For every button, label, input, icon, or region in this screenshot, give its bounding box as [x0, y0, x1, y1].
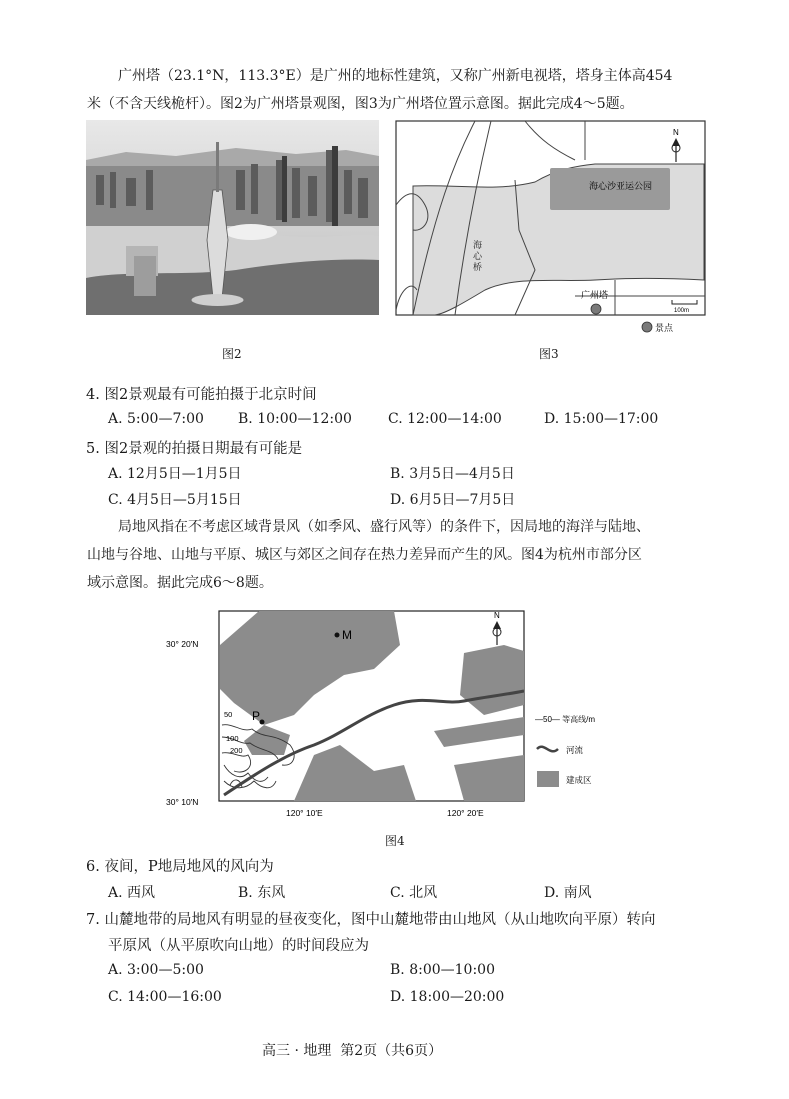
legend-contour-label: —50— 等高线/m: [535, 715, 596, 724]
legend-label: 景点: [655, 323, 674, 333]
q5-option-a: A. 12月5日—1月5日: [108, 466, 242, 482]
question-7-stem-line-2: 平原风（从平原吹向山地）的时间段应为: [108, 938, 369, 954]
q7-option-d: D. 18:00—20:00: [390, 989, 505, 1005]
figure-2-photo: [86, 120, 379, 315]
point-m-marker: [335, 633, 340, 638]
legend-river-label: 河流: [566, 745, 584, 755]
scale-label: 100m: [674, 308, 690, 314]
bridge-label: 海心桥: [473, 240, 483, 272]
legend-river-symbol: [537, 747, 558, 752]
intro2-line-1: 局地风指在不考虑区域背景风（如季风、盛行风等）的条件下，因局地的海洋与陆地、: [118, 519, 650, 535]
lat-bottom-label: 30° 10′N: [166, 797, 199, 807]
q7-option-c: C. 14:00—16:00: [108, 989, 222, 1005]
q4-option-c: C. 12:00—14:00: [388, 411, 502, 427]
contour-label-50: 50: [224, 710, 233, 719]
intro2-line-3: 域示意图。据此完成6～8题。: [87, 575, 273, 591]
north-label: N: [494, 611, 500, 620]
intro-line-1: 广州塔（23.1°N，113.3°E）是广州的地标性建筑，又称广州新电视塔，塔身主体高454: [118, 68, 673, 84]
park-label: 海心沙亚运公园: [589, 181, 653, 191]
legend-builtup-label: 建成区: [566, 775, 592, 785]
intro2-line-2: 山地与谷地、山地与平原、城区与郊区之间存在热力差异而产生的风。图4为杭州市部分区: [87, 547, 642, 563]
q4-option-a: A. 5:00—7:00: [108, 411, 204, 427]
question-6-stem: 6. 夜间，P地局地风的风向为: [86, 859, 274, 875]
q5-option-b: B. 3月5日—4月5日: [390, 466, 515, 482]
tower-marker: [591, 304, 601, 314]
question-4-stem: 4. 图2景观最有可能拍摄于北京时间: [86, 387, 317, 403]
q5-option-d: D. 6月5日—7月5日: [390, 492, 516, 508]
intro-line-2: 米（不含天线桅杆）。图2为广州塔景观图，图3为广州塔位置示意图。据此完成4～5题。: [87, 96, 634, 112]
q6-option-a: A. 西风: [108, 885, 156, 901]
tower-label: 广州塔: [581, 290, 609, 300]
lon-right-label: 120° 20′E: [447, 808, 484, 818]
figure-4-map: [164, 605, 634, 823]
north-label: N: [673, 128, 679, 137]
figure-2-caption: 图2: [222, 347, 242, 361]
figure-4-caption: 图4: [385, 834, 405, 848]
contour-label-100: 100: [226, 734, 239, 743]
q4-option-d: D. 15:00—17:00: [544, 411, 659, 427]
figure-3-map: [395, 120, 707, 342]
canton-tower-photo: [86, 120, 379, 315]
point-p-marker: [260, 720, 265, 725]
figure-3-caption: 图3: [539, 347, 559, 361]
q5-option-c: C. 4月5日—5月15日: [108, 492, 242, 508]
page-footer: 高三 · 地理 第2页（共6页）: [262, 1043, 443, 1059]
q6-option-d: D. 南风: [544, 885, 592, 901]
q6-option-b: B. 东风: [238, 885, 286, 901]
q7-option-a: A. 3:00—5:00: [108, 962, 204, 978]
legend-builtup-symbol: [537, 771, 559, 787]
q7-option-b: B. 8:00—10:00: [390, 962, 495, 978]
question-5-stem: 5. 图2景观的拍摄日期最有可能是: [86, 441, 303, 457]
q4-option-b: B. 10:00—12:00: [238, 411, 352, 427]
q6-option-c: C. 北风: [390, 885, 438, 901]
question-7-stem-line-1: 7. 山麓地带的局地风有明显的昼夜变化，图中山麓地带由山地风（从山地吹向平原）转向: [86, 912, 656, 928]
contour-label-200: 200: [230, 746, 243, 755]
point-p-label: P: [252, 709, 261, 723]
point-m-label: M: [342, 628, 352, 642]
lon-left-label: 120° 10′E: [286, 808, 323, 818]
lat-top-label: 30° 20′N: [166, 639, 199, 649]
